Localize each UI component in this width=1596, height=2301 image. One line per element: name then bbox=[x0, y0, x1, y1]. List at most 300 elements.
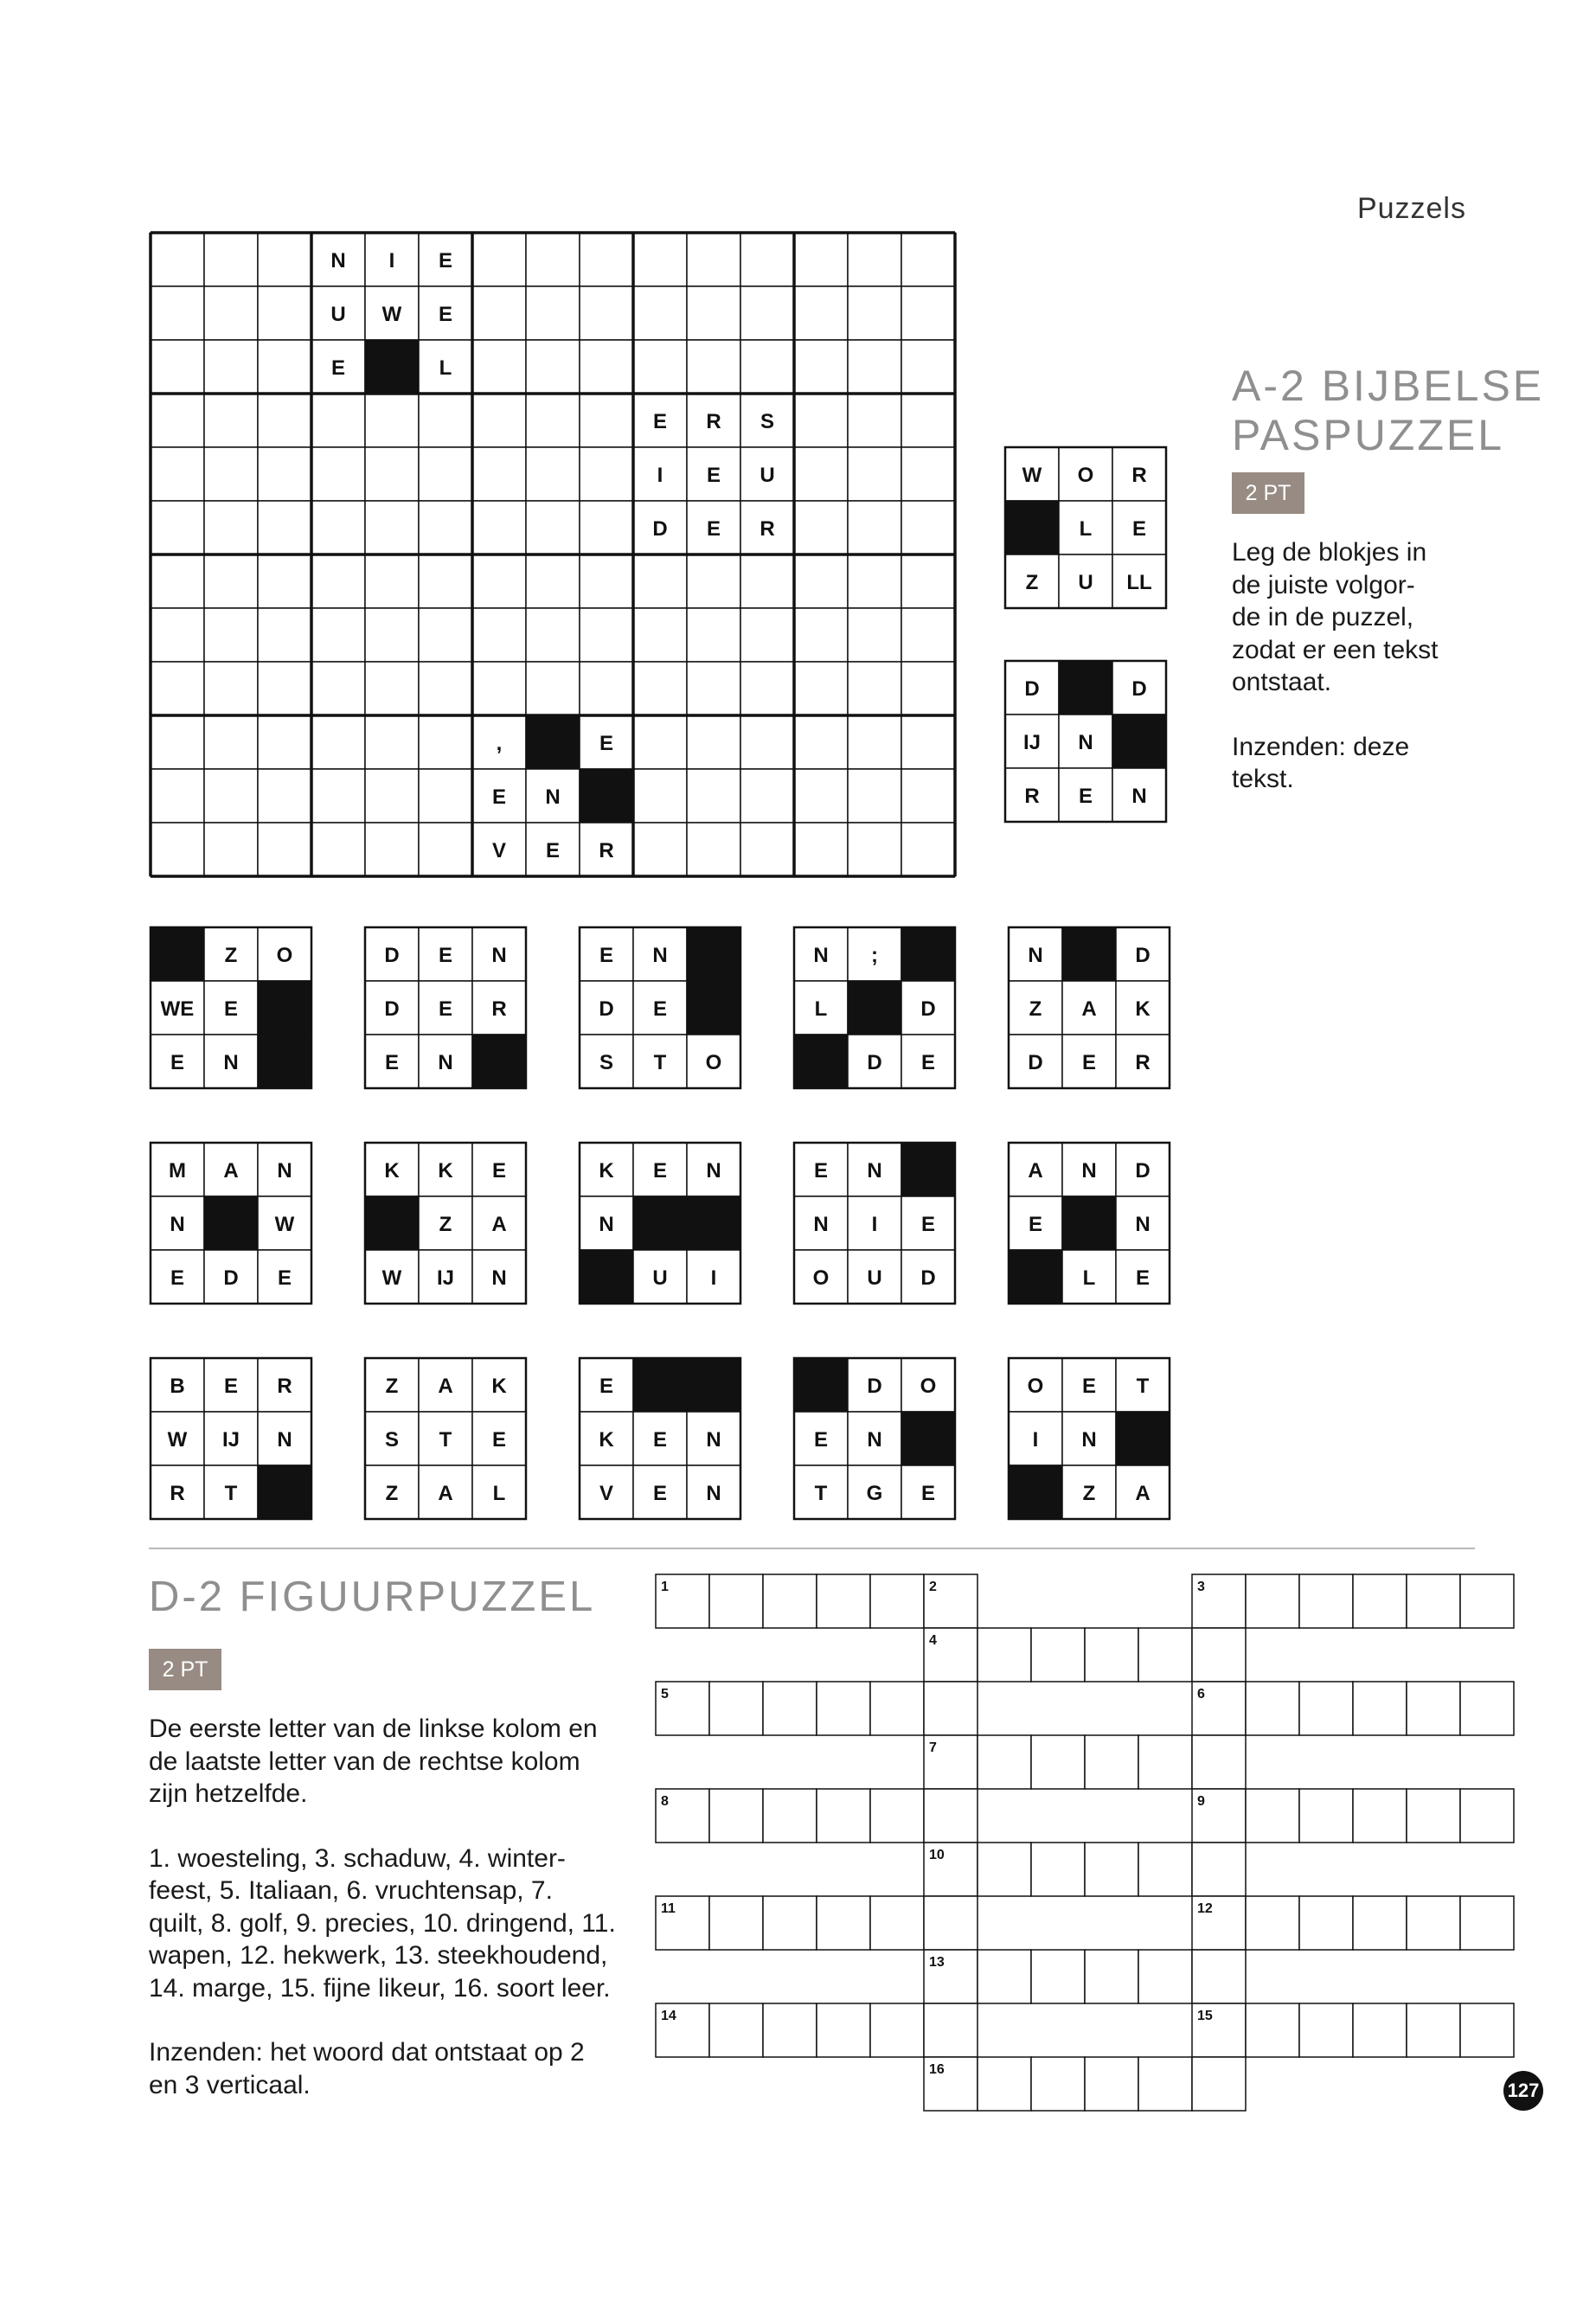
figuur-cell[interactable] bbox=[709, 2003, 763, 2057]
grid-cell[interactable] bbox=[258, 501, 311, 554]
figuur-cell[interactable] bbox=[1031, 1735, 1085, 1789]
grid-cell[interactable] bbox=[419, 501, 472, 554]
block-letter: D bbox=[1024, 677, 1040, 701]
grid-cell[interactable] bbox=[258, 769, 311, 823]
grid-cell[interactable] bbox=[311, 394, 365, 447]
figuur-cell[interactable] bbox=[709, 1896, 763, 1950]
figuur-cell[interactable] bbox=[1460, 1574, 1514, 1628]
figuur-cell[interactable] bbox=[977, 1735, 1031, 1789]
figuur-cell[interactable] bbox=[1353, 1574, 1407, 1628]
figuur-cell[interactable] bbox=[763, 1682, 817, 1735]
grid-cell[interactable] bbox=[526, 554, 580, 608]
block-letter: W bbox=[274, 1213, 295, 1236]
grid-cell[interactable] bbox=[740, 286, 794, 340]
grid-cell[interactable] bbox=[472, 233, 526, 286]
figuur-cell[interactable] bbox=[1299, 1789, 1353, 1843]
block-letter: A bbox=[438, 1482, 453, 1505]
grid-cell[interactable] bbox=[204, 769, 258, 823]
grid-cell[interactable] bbox=[794, 715, 848, 769]
grid-cell[interactable] bbox=[258, 823, 311, 876]
grid-cell[interactable] bbox=[687, 286, 740, 340]
puzzle-block[interactable] bbox=[365, 1143, 526, 1304]
grid-cell[interactable] bbox=[901, 447, 955, 501]
figuur-cell[interactable] bbox=[1460, 1789, 1514, 1843]
grid-cell[interactable] bbox=[794, 286, 848, 340]
grid-cell[interactable] bbox=[258, 715, 311, 769]
grid-cell[interactable] bbox=[419, 447, 472, 501]
puzzle-block[interactable] bbox=[794, 1143, 955, 1304]
grid-cell[interactable] bbox=[794, 501, 848, 554]
figuur-cell[interactable] bbox=[763, 1896, 817, 1950]
grid-cell[interactable] bbox=[740, 608, 794, 662]
grid-cell[interactable] bbox=[311, 608, 365, 662]
figuur-cell[interactable] bbox=[870, 1682, 924, 1735]
grid-cell[interactable] bbox=[419, 715, 472, 769]
grid-cell[interactable] bbox=[204, 554, 258, 608]
figuur-cell[interactable] bbox=[1246, 1789, 1299, 1843]
block-letter: L bbox=[814, 997, 828, 1021]
puzzle-block[interactable] bbox=[365, 927, 526, 1088]
grid-cell[interactable] bbox=[365, 608, 419, 662]
grid-cell[interactable] bbox=[848, 501, 901, 554]
block-letter: T bbox=[439, 1428, 452, 1452]
grid-cell[interactable] bbox=[901, 715, 955, 769]
grid-cell[interactable] bbox=[526, 662, 580, 715]
block-letter: E bbox=[1028, 1213, 1043, 1236]
figuur-cell[interactable] bbox=[1192, 1950, 1246, 2003]
clue-number: 1 bbox=[661, 1580, 669, 1594]
figuur-cell[interactable] bbox=[1246, 1682, 1299, 1735]
figuur-cell[interactable] bbox=[1299, 2003, 1353, 2057]
grid-cell[interactable] bbox=[794, 769, 848, 823]
grid-cell[interactable] bbox=[151, 286, 204, 340]
grid-cell[interactable] bbox=[151, 608, 204, 662]
block-letter: E bbox=[813, 1428, 829, 1452]
grid-cell[interactable] bbox=[204, 340, 258, 394]
figuur-cell[interactable] bbox=[1085, 1735, 1138, 1789]
grid-cell[interactable] bbox=[740, 340, 794, 394]
grid-cell[interactable] bbox=[740, 662, 794, 715]
block-letter: E bbox=[1131, 517, 1147, 541]
grid-cell[interactable] bbox=[526, 447, 580, 501]
grid-cell[interactable] bbox=[472, 394, 526, 447]
grid-cell[interactable] bbox=[580, 340, 633, 394]
grid-letter: E bbox=[706, 464, 721, 487]
block-letter: K bbox=[384, 1159, 400, 1183]
figuur-cell[interactable] bbox=[1138, 1843, 1192, 1896]
grid-cell[interactable] bbox=[901, 340, 955, 394]
grid-cell[interactable] bbox=[848, 394, 901, 447]
grid-cell[interactable] bbox=[901, 608, 955, 662]
grid-cell[interactable] bbox=[901, 233, 955, 286]
grid-cell[interactable] bbox=[740, 823, 794, 876]
grid-cell[interactable] bbox=[848, 340, 901, 394]
grid-cell[interactable] bbox=[794, 554, 848, 608]
side-blocks[interactable] bbox=[1003, 445, 1176, 852]
puzzle-block[interactable] bbox=[151, 927, 311, 1088]
block-letter: D bbox=[1131, 677, 1147, 701]
grid-cell[interactable] bbox=[365, 501, 419, 554]
puzzle-block[interactable] bbox=[580, 1143, 740, 1304]
grid-cell[interactable] bbox=[258, 233, 311, 286]
figuur-cell[interactable] bbox=[1460, 1682, 1514, 1735]
grid-cell[interactable] bbox=[848, 233, 901, 286]
grid-cell[interactable] bbox=[526, 286, 580, 340]
figuur-cell[interactable] bbox=[1407, 1896, 1460, 1950]
clue-number: 5 bbox=[661, 1687, 669, 1702]
figuur-cell[interactable] bbox=[1031, 1950, 1085, 2003]
grid-cell[interactable] bbox=[526, 394, 580, 447]
block-letter: N bbox=[1081, 1428, 1097, 1452]
grid-cell[interactable] bbox=[365, 554, 419, 608]
grid-cell[interactable] bbox=[848, 662, 901, 715]
grid-cell[interactable] bbox=[794, 340, 848, 394]
block-letter: E bbox=[438, 944, 453, 967]
figuur-cell[interactable] bbox=[1085, 1950, 1138, 2003]
puzzle-block[interactable] bbox=[1009, 927, 1170, 1088]
paspuzzel-grid[interactable] bbox=[149, 231, 957, 880]
grid-cell[interactable] bbox=[472, 662, 526, 715]
grid-cell[interactable] bbox=[580, 233, 633, 286]
figuur-cell[interactable] bbox=[817, 1896, 870, 1950]
block-letter: E bbox=[920, 1213, 936, 1236]
figuur-cell[interactable] bbox=[1353, 1896, 1407, 1950]
grid-cell[interactable] bbox=[151, 662, 204, 715]
grid-cell[interactable] bbox=[901, 501, 955, 554]
grid-cell[interactable] bbox=[740, 233, 794, 286]
figuur-cell[interactable] bbox=[817, 1574, 870, 1628]
grid-cell[interactable] bbox=[419, 554, 472, 608]
block-letter: E bbox=[652, 997, 668, 1021]
puzzle-block[interactable] bbox=[1009, 1358, 1170, 1519]
figuur-cell[interactable] bbox=[709, 1682, 763, 1735]
grid-cell[interactable] bbox=[151, 823, 204, 876]
grid-cell[interactable] bbox=[687, 608, 740, 662]
grid-cell[interactable] bbox=[258, 608, 311, 662]
grid-cell[interactable] bbox=[901, 823, 955, 876]
grid-cell[interactable] bbox=[633, 340, 687, 394]
grid-cell[interactable] bbox=[633, 662, 687, 715]
block-letter: WE bbox=[160, 997, 195, 1021]
grid-cell[interactable] bbox=[204, 608, 258, 662]
figuur-cell[interactable] bbox=[1299, 1896, 1353, 1950]
grid-cell[interactable] bbox=[419, 823, 472, 876]
figuur-cell[interactable] bbox=[977, 1628, 1031, 1682]
block-black-cell bbox=[848, 981, 901, 1035]
block-black-cell bbox=[687, 1358, 740, 1412]
grid-cell[interactable] bbox=[740, 554, 794, 608]
grid-cell[interactable] bbox=[580, 394, 633, 447]
grid-cell[interactable] bbox=[633, 715, 687, 769]
grid-cell[interactable] bbox=[419, 608, 472, 662]
clue-number: 3 bbox=[1197, 1580, 1205, 1594]
figuur-cell[interactable] bbox=[1407, 1574, 1460, 1628]
page-number: 127 bbox=[1503, 2071, 1543, 2111]
grid-cell[interactable] bbox=[901, 769, 955, 823]
grid-cell[interactable] bbox=[365, 769, 419, 823]
figuur-cell[interactable] bbox=[709, 1789, 763, 1843]
grid-cell[interactable] bbox=[419, 394, 472, 447]
grid-cell[interactable] bbox=[794, 662, 848, 715]
grid-cell[interactable] bbox=[580, 286, 633, 340]
figuur-cell[interactable] bbox=[924, 1789, 977, 1843]
figuur-cell[interactable] bbox=[763, 2003, 817, 2057]
clue-number: 10 bbox=[929, 1848, 945, 1862]
figuur-cell[interactable] bbox=[1192, 2057, 1246, 2111]
grid-cell[interactable] bbox=[633, 823, 687, 876]
grid-cell[interactable] bbox=[687, 823, 740, 876]
figuur-cell[interactable] bbox=[1299, 1682, 1353, 1735]
grid-cell[interactable] bbox=[526, 340, 580, 394]
block-letter: E bbox=[652, 1428, 668, 1452]
grid-cell[interactable] bbox=[204, 394, 258, 447]
grid-cell[interactable] bbox=[687, 662, 740, 715]
grid-cell[interactable] bbox=[472, 340, 526, 394]
puzzle-d-text: De eerste letter van de linkse kolom en de laatste letter van de rechtse kolom zijn hetzelfde. 1. woesteling, 3. schaduw, 4. winter- feest, 5. Italiaan, 6. vruchtensap, 7. quilt, 8. golf, 9. precies, 10. dringend, 11. wapen, 12. hekwerk, 13. steekhoudend, 14. marge, 15. fijne likeur, 16. soort leer. Inzenden: het woord dat ontstaat op 2 en 3 verticaal. bbox=[149, 1715, 616, 2099]
grid-cell[interactable] bbox=[258, 554, 311, 608]
grid-cell[interactable] bbox=[794, 233, 848, 286]
figuur-cell[interactable] bbox=[977, 1843, 1031, 1896]
block-letter: E bbox=[170, 1051, 185, 1074]
puzzle-block[interactable] bbox=[151, 1143, 311, 1304]
grid-cell[interactable] bbox=[526, 501, 580, 554]
grid-cell[interactable] bbox=[687, 769, 740, 823]
grid-cell[interactable] bbox=[258, 447, 311, 501]
grid-cell[interactable] bbox=[794, 394, 848, 447]
grid-cell[interactable] bbox=[472, 608, 526, 662]
grid-cell[interactable] bbox=[580, 608, 633, 662]
grid-cell[interactable] bbox=[419, 662, 472, 715]
figuur-cell[interactable] bbox=[1353, 1789, 1407, 1843]
grid-cell[interactable] bbox=[526, 233, 580, 286]
figuur-cell[interactable] bbox=[1353, 1682, 1407, 1735]
grid-cell[interactable] bbox=[151, 340, 204, 394]
puzzle-block[interactable] bbox=[1005, 661, 1166, 822]
grid-black-cell bbox=[365, 340, 419, 394]
grid-cell[interactable] bbox=[580, 662, 633, 715]
grid-cell[interactable] bbox=[311, 715, 365, 769]
grid-cell[interactable] bbox=[311, 447, 365, 501]
grid-cell[interactable] bbox=[258, 394, 311, 447]
figuur-cell[interactable] bbox=[1031, 1628, 1085, 1682]
grid-cell[interactable] bbox=[740, 769, 794, 823]
figuur-cell[interactable] bbox=[1407, 1682, 1460, 1735]
figuur-cell[interactable] bbox=[1246, 1896, 1299, 1950]
grid-cell[interactable] bbox=[311, 501, 365, 554]
figuur-cell[interactable] bbox=[1192, 1843, 1246, 1896]
grid-cell[interactable] bbox=[365, 394, 419, 447]
grid-cell[interactable] bbox=[311, 769, 365, 823]
figuur-cell[interactable] bbox=[1085, 1628, 1138, 1682]
grid-cell[interactable] bbox=[311, 823, 365, 876]
grid-cell[interactable] bbox=[848, 715, 901, 769]
grid-cell[interactable] bbox=[848, 447, 901, 501]
figuur-cell[interactable] bbox=[1138, 2057, 1192, 2111]
figuur-cell[interactable] bbox=[1138, 1950, 1192, 2003]
grid-cell[interactable] bbox=[204, 823, 258, 876]
grid-cell[interactable] bbox=[633, 233, 687, 286]
grid-cell[interactable] bbox=[794, 447, 848, 501]
figuur-cell[interactable] bbox=[977, 2057, 1031, 2111]
grid-cell[interactable] bbox=[365, 662, 419, 715]
figuur-cell[interactable] bbox=[1031, 1843, 1085, 1896]
grid-cell[interactable] bbox=[848, 608, 901, 662]
grid-cell[interactable] bbox=[848, 286, 901, 340]
puzzle-block[interactable] bbox=[1009, 1143, 1170, 1304]
grid-cell[interactable] bbox=[419, 769, 472, 823]
figuur-cell[interactable] bbox=[1353, 2003, 1407, 2057]
figuur-cell[interactable] bbox=[709, 1574, 763, 1628]
figuur-cell[interactable] bbox=[1192, 1628, 1246, 1682]
grid-cell[interactable] bbox=[151, 233, 204, 286]
grid-cell[interactable] bbox=[151, 715, 204, 769]
grid-cell[interactable] bbox=[204, 447, 258, 501]
block-black-cell bbox=[258, 1035, 311, 1088]
grid-cell[interactable] bbox=[848, 769, 901, 823]
figuur-cell[interactable] bbox=[763, 1574, 817, 1628]
grid-cell[interactable] bbox=[204, 715, 258, 769]
clue-number: 14 bbox=[661, 2009, 676, 2023]
grid-letter: E bbox=[706, 517, 721, 541]
grid-cell[interactable] bbox=[151, 501, 204, 554]
grid-cell[interactable] bbox=[687, 715, 740, 769]
block-letter: K bbox=[599, 1428, 614, 1452]
figuur-cell[interactable] bbox=[1138, 1628, 1192, 1682]
grid-cell[interactable] bbox=[472, 447, 526, 501]
figuur-cell[interactable] bbox=[1460, 1896, 1514, 1950]
figuur-cell[interactable] bbox=[1246, 1574, 1299, 1628]
puzzle-block[interactable] bbox=[580, 927, 740, 1088]
grid-cell[interactable] bbox=[901, 554, 955, 608]
grid-cell[interactable] bbox=[633, 769, 687, 823]
grid-cell[interactable] bbox=[258, 340, 311, 394]
figuur-cell[interactable] bbox=[817, 2003, 870, 2057]
block-letter: R bbox=[1024, 785, 1040, 808]
grid-cell[interactable] bbox=[204, 286, 258, 340]
block-letter: N bbox=[813, 1213, 829, 1236]
figuur-cell[interactable] bbox=[1407, 2003, 1460, 2057]
grid-cell[interactable] bbox=[311, 554, 365, 608]
grid-cell[interactable] bbox=[258, 286, 311, 340]
block-letter: N bbox=[1078, 731, 1093, 754]
grid-cell[interactable] bbox=[633, 608, 687, 662]
grid-cell[interactable] bbox=[580, 447, 633, 501]
grid-cell[interactable] bbox=[365, 447, 419, 501]
grid-cell[interactable] bbox=[258, 662, 311, 715]
grid-cell[interactable] bbox=[151, 554, 204, 608]
grid-letter: R bbox=[599, 839, 614, 862]
block-letter: A bbox=[491, 1213, 507, 1236]
grid-cell[interactable] bbox=[687, 233, 740, 286]
grid-cell[interactable] bbox=[151, 394, 204, 447]
figuur-cell[interactable] bbox=[1085, 1843, 1138, 1896]
block-black-cell bbox=[687, 1196, 740, 1250]
figuur-cell[interactable] bbox=[924, 2003, 977, 2057]
grid-letter: L bbox=[439, 356, 452, 380]
figuurpuzzel-grid[interactable] bbox=[654, 1573, 1519, 2118]
figuur-cell[interactable] bbox=[870, 1574, 924, 1628]
grid-cell[interactable] bbox=[580, 501, 633, 554]
grid-cell[interactable] bbox=[848, 823, 901, 876]
figuur-cell[interactable] bbox=[924, 1896, 977, 1950]
grid-cell[interactable] bbox=[740, 715, 794, 769]
grid-cell[interactable] bbox=[633, 286, 687, 340]
grid-cell[interactable] bbox=[204, 501, 258, 554]
grid-cell[interactable] bbox=[151, 447, 204, 501]
puzzle-block[interactable] bbox=[794, 927, 955, 1088]
grid-cell[interactable] bbox=[151, 769, 204, 823]
grid-cell[interactable] bbox=[204, 662, 258, 715]
clue-number: 9 bbox=[1197, 1794, 1205, 1809]
figuur-cell[interactable] bbox=[817, 1682, 870, 1735]
block-black-cell bbox=[1062, 927, 1116, 981]
puzzle-block[interactable] bbox=[1005, 447, 1166, 608]
clue-number: 12 bbox=[1197, 1901, 1213, 1916]
grid-cell[interactable] bbox=[794, 608, 848, 662]
grid-cell[interactable] bbox=[204, 233, 258, 286]
figuur-cell[interactable] bbox=[1031, 2057, 1085, 2111]
grid-cell[interactable] bbox=[365, 823, 419, 876]
grid-cell[interactable] bbox=[901, 394, 955, 447]
grid-cell[interactable] bbox=[848, 554, 901, 608]
figuur-cell[interactable] bbox=[977, 1950, 1031, 2003]
grid-cell[interactable] bbox=[901, 662, 955, 715]
grid-cell[interactable] bbox=[311, 662, 365, 715]
figuur-cell[interactable] bbox=[1085, 2057, 1138, 2111]
puzzle-block[interactable] bbox=[580, 1358, 740, 1519]
grid-cell[interactable] bbox=[472, 554, 526, 608]
grid-cell[interactable] bbox=[687, 554, 740, 608]
grid-cell[interactable] bbox=[472, 501, 526, 554]
grid-cell[interactable] bbox=[580, 554, 633, 608]
figuur-cell[interactable] bbox=[763, 1789, 817, 1843]
figuur-cell[interactable] bbox=[817, 1789, 870, 1843]
grid-cell[interactable] bbox=[794, 823, 848, 876]
figuur-cell[interactable] bbox=[1407, 1789, 1460, 1843]
figuur-cell[interactable] bbox=[870, 1789, 924, 1843]
puzzle-block[interactable] bbox=[794, 1358, 955, 1519]
figuur-cell[interactable] bbox=[924, 1682, 977, 1735]
grid-cell[interactable] bbox=[687, 340, 740, 394]
puzzle-blocks[interactable] bbox=[149, 926, 1187, 1531]
block-letter: N bbox=[706, 1482, 721, 1505]
section-label: Puzzels bbox=[1356, 192, 1466, 225]
grid-cell[interactable] bbox=[633, 554, 687, 608]
clue-number: 11 bbox=[661, 1901, 676, 1916]
figuur-cell[interactable] bbox=[1246, 2003, 1299, 2057]
grid-cell[interactable] bbox=[526, 608, 580, 662]
block-letter: G bbox=[866, 1482, 883, 1505]
puzzle-block[interactable] bbox=[151, 1358, 311, 1519]
figuur-cell[interactable] bbox=[1192, 1735, 1246, 1789]
figuur-cell[interactable] bbox=[870, 2003, 924, 2057]
block-black-cell bbox=[901, 1412, 955, 1465]
figuur-cell[interactable] bbox=[1460, 2003, 1514, 2057]
block-letter: I bbox=[871, 1213, 878, 1236]
figuur-cell[interactable] bbox=[1299, 1574, 1353, 1628]
figuur-cell[interactable] bbox=[1138, 1735, 1192, 1789]
grid-cell[interactable] bbox=[901, 286, 955, 340]
grid-letter: E bbox=[438, 249, 453, 272]
grid-cell[interactable] bbox=[365, 715, 419, 769]
figuur-cell[interactable] bbox=[870, 1896, 924, 1950]
block-letter: B bbox=[170, 1375, 185, 1398]
puzzle-block[interactable] bbox=[365, 1358, 526, 1519]
grid-cell[interactable] bbox=[472, 286, 526, 340]
block-letter: E bbox=[1081, 1375, 1097, 1398]
block-black-cell bbox=[1116, 1412, 1170, 1465]
grid-black-cell bbox=[526, 715, 580, 769]
